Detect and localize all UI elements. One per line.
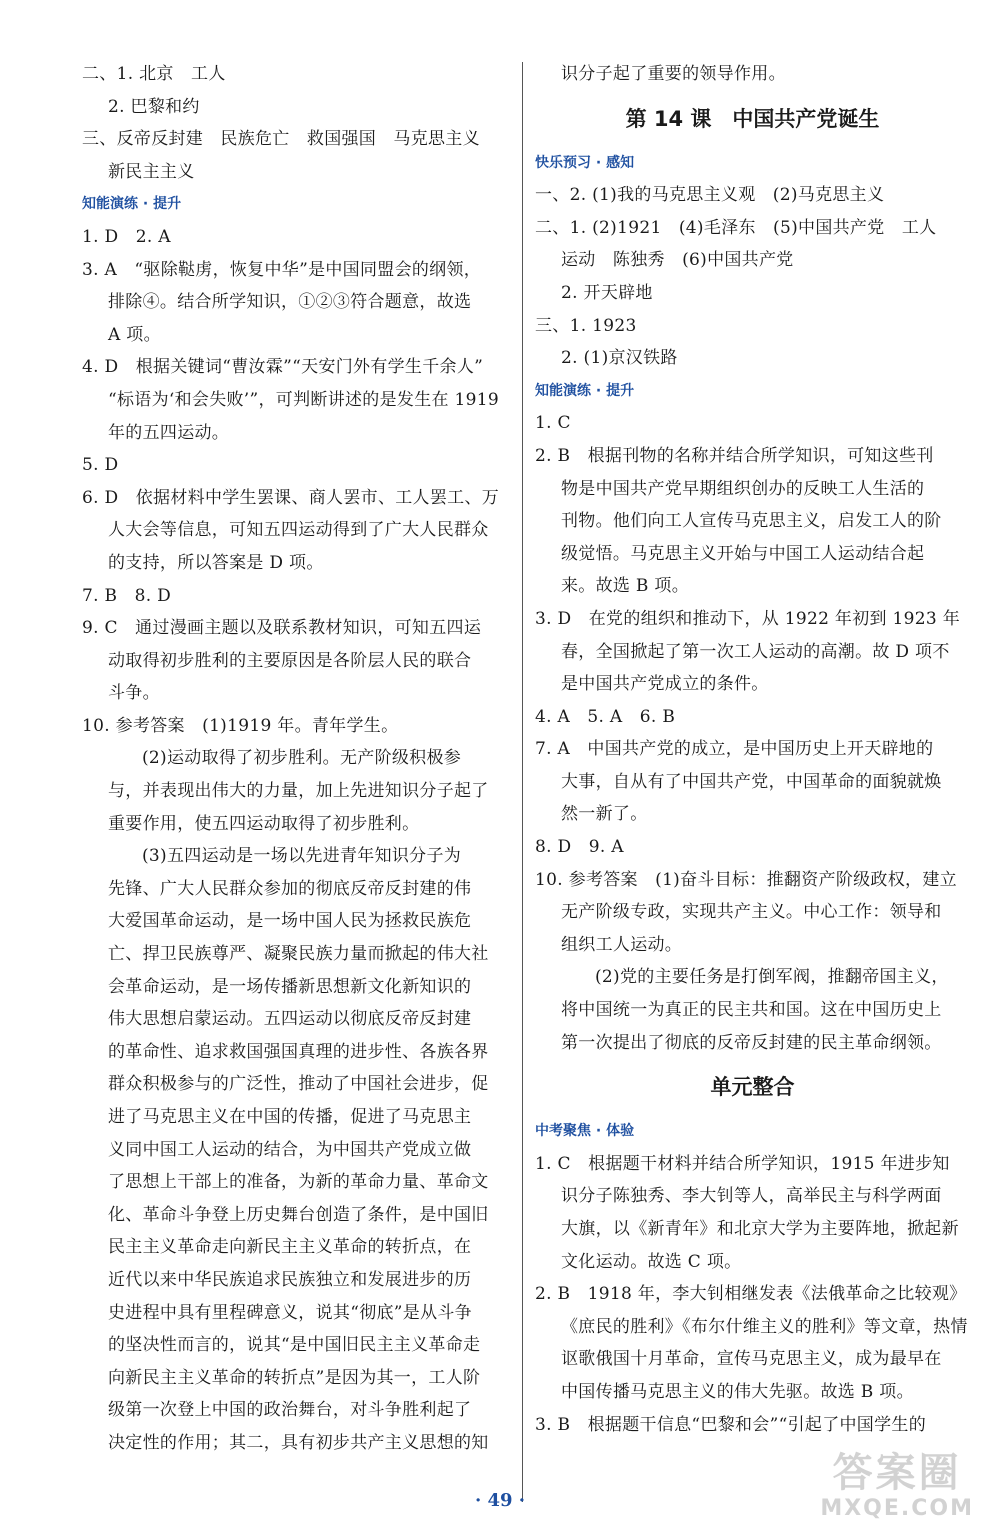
answer-line: 进了马克思主义在中国的传播，促进了马克思主 <box>108 1107 472 1127</box>
answer-line: 7. A 中国共产党的成立，是中国历史上开天辟地的 <box>535 739 934 760</box>
right-column <box>535 58 970 1441</box>
answer-line: 大旗，以《新青年》和北京大学为主要阵地，掀起新 <box>561 1219 959 1239</box>
answer-line: “标语为‘和会失败’”，可判断讲述的是发生在 1919 <box>108 389 499 410</box>
answer-line: 史进程中具有里程碑意义，说其“彻底”是从斗争 <box>108 1302 472 1323</box>
answer-line: 1. C <box>535 413 571 434</box>
answer-line: 伟大思想启蒙运动。五四运动以彻底反帝反封建 <box>108 1009 472 1030</box>
answer-line: 亡、捍卫民族尊严、凝聚民族力量而掀起的伟大社 <box>108 944 489 965</box>
answer-line: 决定性的作用；其二，具有初步共产主义思想的知 <box>108 1432 489 1453</box>
answer-line: 第一次提出了彻底的反帝反封建的民主革命纲领。 <box>561 1032 942 1053</box>
answer-line: 的坚决性而言的，说其“是中国旧民主主义革命走 <box>108 1335 481 1356</box>
answer-line: 《庶民的胜利》《布尔什维主义的胜利》等文章，热情 <box>561 1316 968 1337</box>
answer-line: 2. B 1918 年，李大钊相继发表《法俄革命之比较观》 <box>535 1284 967 1305</box>
answer-line: 3. B 根据题干信息“巴黎和会”“引起了中国学生的 <box>535 1414 926 1435</box>
answer-line: 4. A 5. A 6. B <box>535 706 676 727</box>
answer-line: 先锋、广大人民群众参加的彻底反帝反封建的伟 <box>108 878 472 899</box>
answer-line: 然一新了。 <box>561 804 648 825</box>
answer-line: 运动 陈独秀 (6)中国共产党 <box>561 250 794 271</box>
watermark-url: MXQE.COM <box>820 1496 974 1521</box>
answer-line: 8. D 9. A <box>535 837 624 858</box>
answer-line: 组织工人运动。 <box>561 934 683 955</box>
answer-line: 向新民主主义革命的转折点”是因为其一，工人阶 <box>108 1367 481 1388</box>
answer-line: 是中国共产党成立的条件。 <box>561 674 769 695</box>
answer-line: 二、1. 北京 工人 <box>82 64 226 84</box>
answer-line: 重要作用，使五四运动取得了初步胜利。 <box>108 813 420 834</box>
answer-line: 二、1. (2)1921 (4)毛泽东 (5)中国共产党 工人 <box>535 217 937 238</box>
answer-line: 一、2. (1)我的马克思主义观 (2)马克思主义 <box>535 185 885 206</box>
answer-line: 7. B 8. D <box>82 585 172 606</box>
answer-line: 来。故选 B 项。 <box>561 576 689 597</box>
section-heading: 快乐预习 · 感知 <box>535 154 635 171</box>
answer-line: 大事，自从有了中国共产党，中国革命的面貌就焕 <box>561 771 942 792</box>
answer-line: 三、1. 1923 <box>535 315 637 336</box>
answer-line: 文化运动。故选 C 项。 <box>561 1251 742 1272</box>
answer-line: 5. D <box>82 455 119 476</box>
answer-line: 了思想上干部上的准备，为新的革命力量、革命文 <box>108 1172 489 1193</box>
page-number: · 49 · <box>474 1490 526 1511</box>
answer-line: 级觉悟。马克思主义开始与中国工人运动结合起 <box>561 543 925 564</box>
answer-line: 大爱国革命运动，是一场中国人民为拯救民族危 <box>108 911 472 932</box>
answer-line: 9. C 通过漫画主题以及联系教材知识，可知五四运 <box>82 618 482 639</box>
column-divider <box>522 62 523 1502</box>
answer-line: 民主主义革命走向新民主主义革命的转折点，在 <box>108 1237 472 1258</box>
answer-line: 4. D 根据关键词“曹汝霖”“天安门外有学生千余人” <box>82 357 484 378</box>
answer-line: 将中国统一为真正的民主共和国。这在中国历史上 <box>561 1000 942 1021</box>
answer-line: 级第一次登上中国的政治舞台，对斗争胜利起了 <box>108 1400 472 1421</box>
answer-line: 斗争。 <box>108 683 160 704</box>
answer-line: 会革命运动，是一场传播新思想新文化新知识的 <box>108 976 472 997</box>
answer-line: 近代以来中华民族追求民族独立和发展进步的历 <box>108 1269 472 1290</box>
answer-line: 三、反帝反封建 民族危亡 救国强国 马克思主义 <box>82 129 480 150</box>
answer-line: 刊物。他们向工人宣传马克思主义，启发工人的阶 <box>561 511 942 532</box>
answer-line: 化、革命斗争登上历史舞台创造了条件，是中国旧 <box>108 1204 489 1225</box>
answer-line: 2. (1)京汉铁路 <box>561 348 678 369</box>
answer-line: 2. B 根据刊物的名称并结合所学知识，可知这些刊 <box>535 445 934 466</box>
lesson-title: 单元整合 <box>710 1075 795 1100</box>
lesson-title: 第 14 课 中国共产党诞生 <box>625 106 880 131</box>
answer-line: 动取得初步胜利的主要原因是各阶层人民的联合 <box>108 650 472 671</box>
section-heading: 知能演练 · 提升 <box>535 382 635 399</box>
answer-line: 与，并表现出伟大的力量，加上先进知识分子起了 <box>108 781 489 802</box>
answer-line: 义同中国工人运动的结合，为中国共产党成立做 <box>108 1139 472 1160</box>
answer-line: (2)运动取得了初步胜利。无产阶级积极参 <box>142 748 462 769</box>
answer-line: 2. 开天辟地 <box>561 282 653 303</box>
answer-line: 中国传播马克思主义的伟大先驱。故选 B 项。 <box>561 1381 914 1402</box>
answer-line: 10. 参考答案 (1)奋斗目标：推翻资产阶级政权，建立 <box>535 869 957 890</box>
answer-line: 群众积极参与的广泛性，推动了中国社会进步，促 <box>108 1074 489 1095</box>
answer-line: 排除④。结合所学知识，①②③符合题意，故选 <box>108 292 472 313</box>
answer-line: 人大会等信息，可知五四运动得到了广大人民群众 <box>108 520 489 541</box>
watermark-logo <box>820 1450 974 1521</box>
section-heading: 中考聚焦 · 体验 <box>535 1123 635 1140</box>
answer-line: 1. D 2. A <box>82 226 171 247</box>
answer-line: A 项。 <box>108 324 161 345</box>
answer-line: 6. D 依据材料中学生罢课、商人罢市、工人罢工、万 <box>82 487 500 508</box>
answer-line: 3. D 在党的组织和推动下，从 1922 年初到 1923 年 <box>535 608 960 629</box>
answer-line: 的支持，所以答案是 D 项。 <box>108 552 324 573</box>
answer-line: 3. A “驱除鞑虏，恢复中华”是中国同盟会的纲领， <box>82 259 482 280</box>
answer-line: 春，全国掀起了第一次工人运动的高潮。故 D 项不 <box>561 641 950 662</box>
answer-line: 10. 参考答案 (1)1919 年。青年学生。 <box>82 715 399 736</box>
answer-line: 1. C 根据题干材料并结合所学知识，1915 年进步知 <box>535 1153 950 1174</box>
answer-line: 识分子陈独秀、李大钊等人，高举民主与科学两面 <box>561 1186 942 1207</box>
answer-line: 年的五四运动。 <box>108 422 230 443</box>
answer-line: 新民主主义 <box>108 161 195 182</box>
answer-line: 讴歌俄国十月革命，宣传马克思主义，成为最早在 <box>561 1349 942 1370</box>
answer-line: 无产阶级专政，实现共产主义。中心工作：领导和 <box>561 902 942 923</box>
answer-line: 2. 巴黎和约 <box>108 96 200 117</box>
left-column <box>82 58 512 1460</box>
answer-line: (3)五四运动是一场以先进青年知识分子为 <box>142 846 462 867</box>
answer-line: 的革命性、追求救国强国真理的进步性、各族各界 <box>108 1041 489 1062</box>
watermark-text: 答案圈 <box>832 1450 962 1496</box>
section-heading: 知能演练 · 提升 <box>82 196 182 213</box>
answer-line: 物是中国共产党早期组织创办的反映工人生活的 <box>561 478 925 499</box>
answer-line: (2)党的主要任务是打倒军阀，推翻帝国主义， <box>595 967 949 988</box>
answer-line: 识分子起了重要的领导作用。 <box>561 64 786 84</box>
